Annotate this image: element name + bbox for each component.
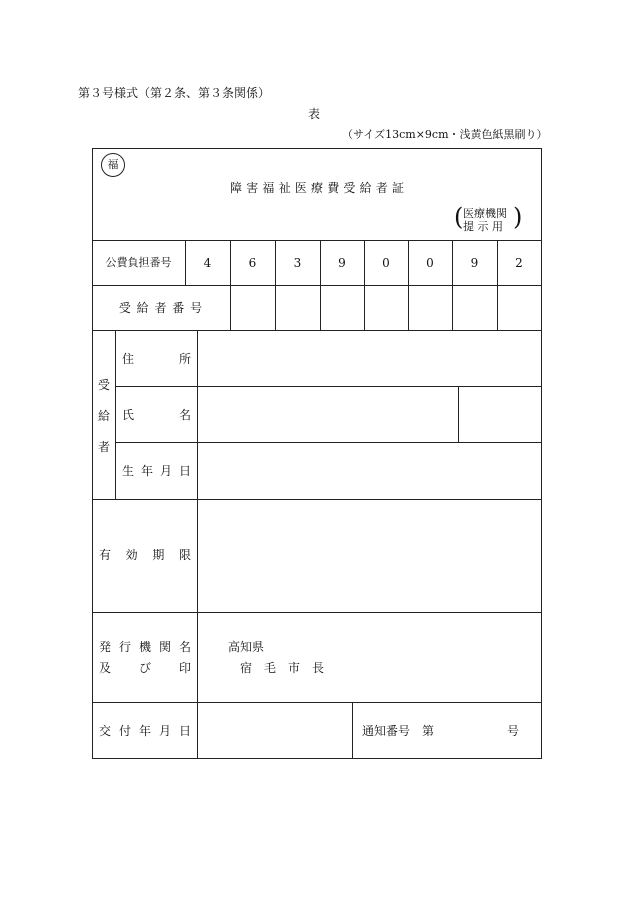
payer-digit: 0 [426, 256, 434, 270]
certificate-title: 障害福祉医療費受給者証 [230, 181, 409, 195]
payer-digit: 9 [338, 256, 346, 270]
recipient-number-label: 受 給 者 番 号 [118, 301, 204, 315]
payer-digit: 9 [470, 256, 479, 270]
validity-label: 有 効 期 限 [99, 548, 191, 562]
issuer-mayor: 宿 毛 市 長 [240, 661, 325, 675]
recipient-group-char: 給 [98, 409, 111, 423]
form-number: 第３号様式（第２条、第３条関係） [78, 86, 271, 100]
issuer-label-line2: 及 び 印 [99, 661, 191, 675]
address-label: 住 所 [122, 352, 191, 366]
recipient-group-char: 受 [98, 378, 111, 392]
birthdate-label: 生 年 月 日 [122, 464, 191, 478]
payer-digit: 2 [515, 256, 523, 270]
right-paren-icon: ) [513, 203, 523, 231]
usage-note-line2: 提 示 用 [463, 220, 503, 233]
payer-digit: 6 [248, 256, 257, 270]
welfare-seal-mark: 福 [101, 153, 125, 177]
notice-number-suffix: 号 [507, 724, 520, 738]
name-label: 氏 名 [122, 408, 191, 422]
left-paren-icon: ( [454, 203, 464, 231]
recipient-group-char: 者 [98, 440, 111, 454]
payer-number-label: 公費負担番号 [105, 256, 172, 269]
usage-note-line1: 医療機関 [463, 207, 507, 220]
notice-number-label: 通知番号 第 [362, 724, 435, 738]
payer-digit: 0 [382, 256, 390, 270]
issuer-label-line1: 発 行 機 関 名 [99, 640, 191, 654]
payer-digit: 4 [203, 256, 212, 270]
payer-digit: 3 [293, 256, 302, 270]
side-label: 表 [308, 107, 321, 121]
size-note: （サイズ13cm×9cm・浅黄色紙黒刷り） [342, 128, 548, 141]
issue-date-label: 交 付 年 月 日 [99, 724, 191, 738]
issuer-prefecture: 高知県 [228, 640, 265, 654]
